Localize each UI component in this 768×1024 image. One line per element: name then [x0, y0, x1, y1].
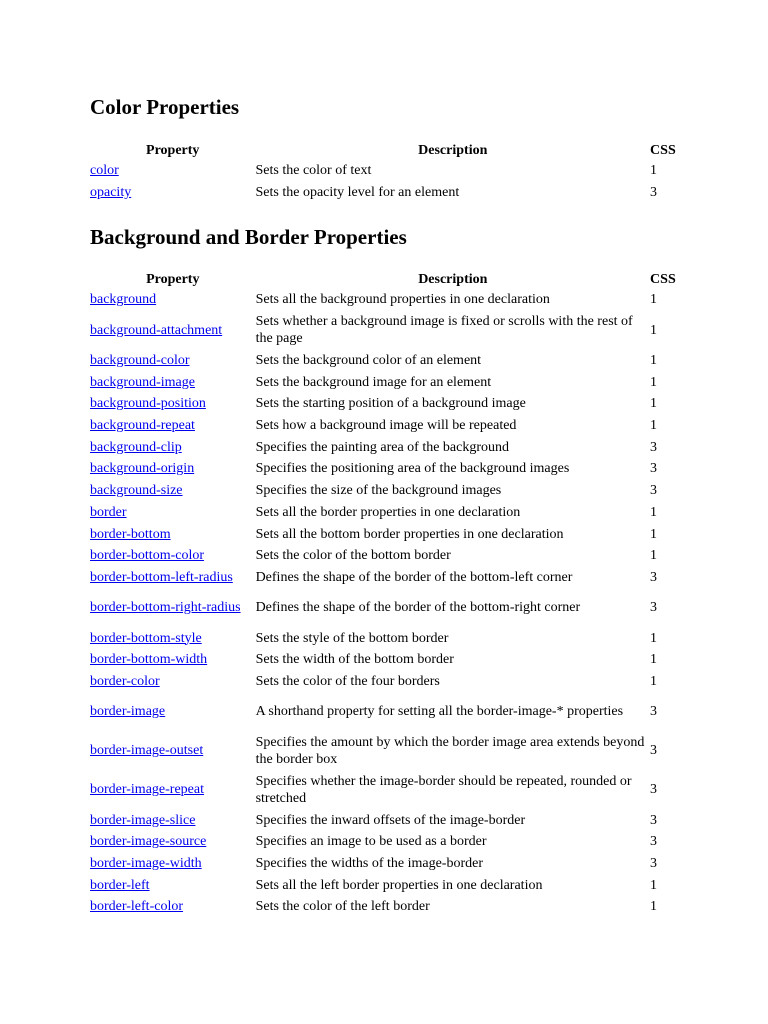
property-cell [90, 545, 256, 567]
table-row [90, 874, 690, 896]
property-link[interactable]: border-bottom-color [90, 548, 205, 564]
table-row [90, 588, 690, 627]
property-cell [90, 289, 256, 311]
description-cell: Sets the color of the four borders [255, 673, 440, 689]
css-version-cell: 1 [650, 418, 658, 434]
description-cell: Specifies the amount by which the border image area extends beyond the border box [255, 734, 645, 767]
property-cell [90, 567, 256, 589]
header-description: Description [418, 272, 488, 287]
css-version-cell: 1 [650, 877, 658, 893]
table-row [90, 393, 690, 415]
property-link[interactable]: background [90, 292, 157, 308]
table-row [90, 311, 690, 350]
table-row [90, 809, 690, 831]
property-cell [90, 160, 256, 182]
property-cell [90, 458, 256, 480]
table-row [90, 770, 690, 809]
description-cell: Specifies the widths of the image-border [255, 856, 483, 872]
property-link[interactable]: background-origin [90, 461, 195, 477]
property-cell [90, 831, 256, 853]
css-version-cell: 3 [650, 569, 658, 585]
property-link[interactable]: background-clip [90, 439, 182, 455]
table-row [90, 415, 690, 437]
table-header-row [90, 141, 690, 160]
css-version-cell: 3 [650, 600, 658, 616]
description-cell: Defines the shape of the border of the bottom-left corner [255, 569, 573, 585]
description-cell: Sets the style of the bottom border [255, 630, 449, 646]
property-cell [90, 627, 256, 649]
property-cell [90, 311, 256, 350]
property-link[interactable]: border-bottom [90, 526, 171, 542]
property-link[interactable]: background-attachment [90, 322, 223, 338]
description-cell: Sets whether a background image is fixed or scrolls with the rest of the page [255, 314, 633, 347]
background-border-table-body [90, 289, 690, 918]
css-version-cell: 1 [650, 292, 658, 308]
property-link[interactable]: border-image-source [90, 834, 207, 850]
css-version-cell: 1 [650, 899, 658, 915]
description-cell: Specifies whether the image-border should be repeated, rounded or stretched [255, 773, 632, 806]
property-link[interactable]: border-image-slice [90, 812, 196, 828]
css-version-cell: 3 [650, 483, 658, 499]
description-cell: Defines the shape of the border of the bottom-right corner [255, 600, 581, 616]
description-cell: Sets the color of the left border [255, 899, 430, 915]
description-cell: Sets the color of text [255, 163, 372, 179]
property-cell [90, 853, 256, 875]
table-row [90, 627, 690, 649]
property-link[interactable]: border-color [90, 673, 160, 689]
description-cell: Specifies the size of the background images [255, 483, 502, 499]
css-version-cell: 3 [650, 461, 658, 477]
css-version-cell: 3 [650, 856, 658, 872]
css-version-cell: 1 [650, 504, 658, 520]
description-cell: Specifies the inward offsets of the image-border [255, 812, 526, 828]
description-cell: Sets all the border properties in one declaration [255, 504, 521, 520]
css-version-cell: 3 [650, 439, 658, 455]
property-link[interactable]: background-repeat [90, 418, 195, 434]
property-cell [90, 649, 256, 671]
property-link[interactable]: border-bottom-style [90, 630, 202, 646]
property-cell [90, 523, 256, 545]
header-property: Property [146, 272, 200, 287]
property-link[interactable]: border-left [90, 877, 150, 893]
table-row [90, 350, 690, 372]
color-table-body [90, 160, 690, 203]
table-row [90, 671, 690, 693]
description-cell: Sets all the bottom border properties in one declaration [255, 526, 564, 542]
table-row [90, 731, 690, 770]
property-link[interactable]: border [90, 504, 127, 520]
property-link[interactable]: border-image-width [90, 856, 202, 872]
color-properties-table [90, 141, 690, 203]
header-css: CSS [650, 143, 676, 158]
property-cell [90, 588, 256, 627]
css-version-cell: 1 [650, 652, 658, 668]
property-link[interactable]: background-image [90, 374, 195, 390]
property-cell [90, 350, 256, 372]
property-cell [90, 502, 256, 524]
header-description: Description [418, 143, 488, 158]
css-version-cell: 3 [650, 185, 658, 201]
property-cell [90, 371, 256, 393]
table-row [90, 458, 690, 480]
property-link[interactable]: border-bottom-width [90, 652, 208, 668]
css-version-cell: 3 [650, 812, 658, 828]
css-version-cell: 3 [650, 782, 658, 798]
property-link[interactable]: background-position [90, 396, 206, 412]
table-row [90, 289, 690, 311]
property-cell [90, 480, 256, 502]
table-row [90, 545, 690, 567]
description-cell: Sets all the background properties in one declaration [255, 292, 550, 308]
css-version-cell: 3 [650, 834, 658, 850]
table-row [90, 502, 690, 524]
table-header-row [90, 270, 690, 289]
table-row [90, 567, 690, 589]
description-cell: Specifies the painting area of the background [255, 439, 510, 455]
property-cell [90, 896, 256, 918]
table-row [90, 831, 690, 853]
property-link[interactable]: border-bottom-left-radius [90, 569, 233, 585]
property-cell [90, 809, 256, 831]
property-cell [90, 731, 256, 770]
property-cell [90, 671, 256, 693]
description-cell: Specifies an image to be used as a border [255, 834, 487, 850]
background-border-properties-table [90, 270, 690, 918]
description-cell: Sets the opacity level for an element [255, 185, 460, 201]
table-row [90, 160, 690, 182]
table-row [90, 182, 690, 204]
css-version-cell: 1 [650, 163, 658, 179]
css-version-cell: 1 [650, 322, 658, 338]
property-cell [90, 182, 256, 204]
css-version-cell: 1 [650, 630, 658, 646]
property-cell [90, 436, 256, 458]
css-version-cell: 1 [650, 673, 658, 689]
description-cell: Specifies the positioning area of the background images [255, 461, 570, 477]
css-version-cell: 1 [650, 526, 658, 542]
css-version-cell: 1 [650, 353, 658, 369]
section-title-background-border: Background and Border Properties [90, 225, 407, 249]
property-link[interactable]: border-image-repeat [90, 782, 204, 798]
property-link[interactable]: color [90, 163, 119, 179]
description-cell: A shorthand property for setting all the border-image-* properties [255, 704, 624, 720]
property-link[interactable]: background-color [90, 353, 190, 369]
css-version-cell: 3 [650, 704, 658, 720]
header-css: CSS [650, 272, 676, 287]
property-cell [90, 393, 256, 415]
section-title-color: Color Properties [90, 95, 240, 119]
table-row [90, 480, 690, 502]
description-cell: Sets the background color of an element [255, 353, 482, 369]
property-link[interactable]: border-image-outset [90, 743, 204, 759]
description-cell: Sets the background image for an element [255, 374, 492, 390]
css-version-cell: 1 [650, 374, 658, 390]
table-row [90, 896, 690, 918]
description-cell: Sets the width of the bottom border [255, 652, 454, 668]
description-cell: Sets how a background image will be repeated [255, 418, 517, 434]
description-cell: Sets the color of the bottom border [255, 548, 451, 564]
table-row [90, 649, 690, 671]
property-cell [90, 874, 256, 896]
header-property: Property [146, 143, 200, 158]
table-row [90, 523, 690, 545]
table-row [90, 371, 690, 393]
property-link[interactable]: border-bottom-right-radius [90, 600, 241, 616]
css-version-cell: 1 [650, 548, 658, 564]
property-link[interactable]: opacity [90, 185, 132, 201]
property-link[interactable]: background-size [90, 483, 183, 499]
property-cell [90, 692, 256, 731]
property-link[interactable]: border-image [90, 704, 166, 720]
property-cell [90, 415, 256, 437]
table-row [90, 436, 690, 458]
css-version-cell: 1 [650, 396, 658, 412]
css-version-cell: 3 [650, 743, 658, 759]
table-row [90, 692, 690, 731]
property-cell [90, 770, 256, 809]
property-link[interactable]: border-left-color [90, 899, 184, 915]
description-cell: Sets the starting position of a background image [255, 396, 526, 412]
table-row [90, 853, 690, 875]
description-cell: Sets all the left border properties in one declaration [255, 877, 543, 893]
